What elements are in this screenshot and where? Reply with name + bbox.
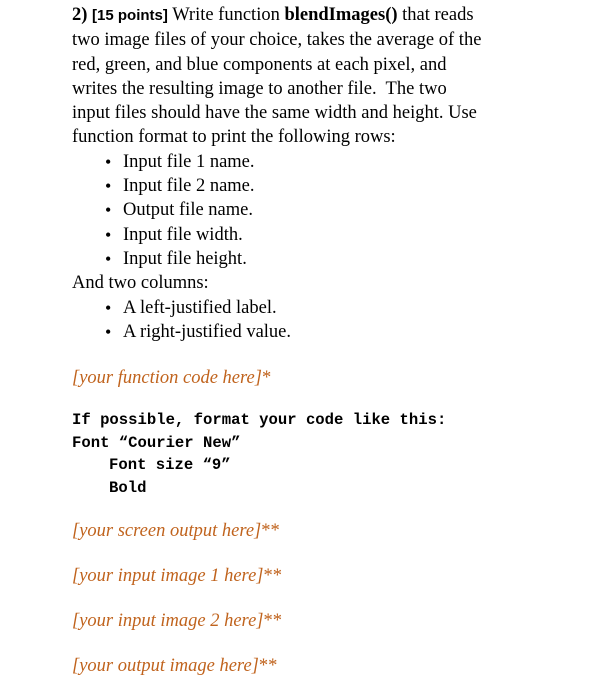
bullet-icon: • <box>105 297 112 318</box>
bullet-icon: • <box>105 176 112 197</box>
list-item: • Input file 2 name. <box>105 174 592 198</box>
bullet-icon: • <box>105 200 112 221</box>
question-text <box>72 3 592 150</box>
list-item: • Input file 1 name. <box>105 150 592 174</box>
format-weight: Bold <box>109 478 147 497</box>
question-line-5: input files should have the same width and height. Use <box>72 103 477 124</box>
format-intro: If possible, format your code like this: <box>72 411 447 430</box>
document-body <box>72 3 592 678</box>
question-line-4: writes the resulting image to another file. The two <box>72 78 447 99</box>
format-size: Font size “9” <box>109 456 231 475</box>
code-format-note <box>72 409 592 499</box>
input-image-1-placeholder: [your input image 1 here]** <box>72 566 282 587</box>
points-label: [15 points] <box>92 7 168 24</box>
question-number: 2) <box>72 5 88 25</box>
bullet-icon: • <box>105 248 112 269</box>
rows-list <box>105 150 592 271</box>
list-item: • A right-justified value. <box>105 320 592 344</box>
bullet-icon: • <box>105 224 112 245</box>
columns-intro: And two columns: <box>72 273 209 294</box>
question-line-6: function format to print the following rows: <box>72 127 396 148</box>
question-line-2: two image files of your choice, takes the average of the <box>72 30 482 51</box>
list-item: • Input file height. <box>105 247 592 271</box>
input-image-2-placeholder: [your input image 2 here]** <box>72 611 282 632</box>
list-item: • Output file name. <box>105 198 592 222</box>
output-image-placeholder: [your output image here]** <box>72 656 278 677</box>
screen-output-placeholder: [your screen output here]** <box>72 521 280 542</box>
format-font: Font “Courier New” <box>72 433 241 452</box>
list-item: • Input file width. <box>105 223 592 247</box>
columns-list <box>105 296 592 345</box>
question-line-3: red, green, and blue components at each pixel, and <box>72 54 447 75</box>
list-item: • A left-justified label. <box>105 296 592 320</box>
function-code-placeholder: [your function code here]* <box>72 368 272 389</box>
bullet-icon: • <box>105 321 112 342</box>
question-lead: Write function <box>172 5 280 25</box>
bullet-icon: • <box>105 151 112 172</box>
function-name: blendImages() <box>284 5 398 25</box>
question-line1-tail: that reads <box>402 5 474 25</box>
